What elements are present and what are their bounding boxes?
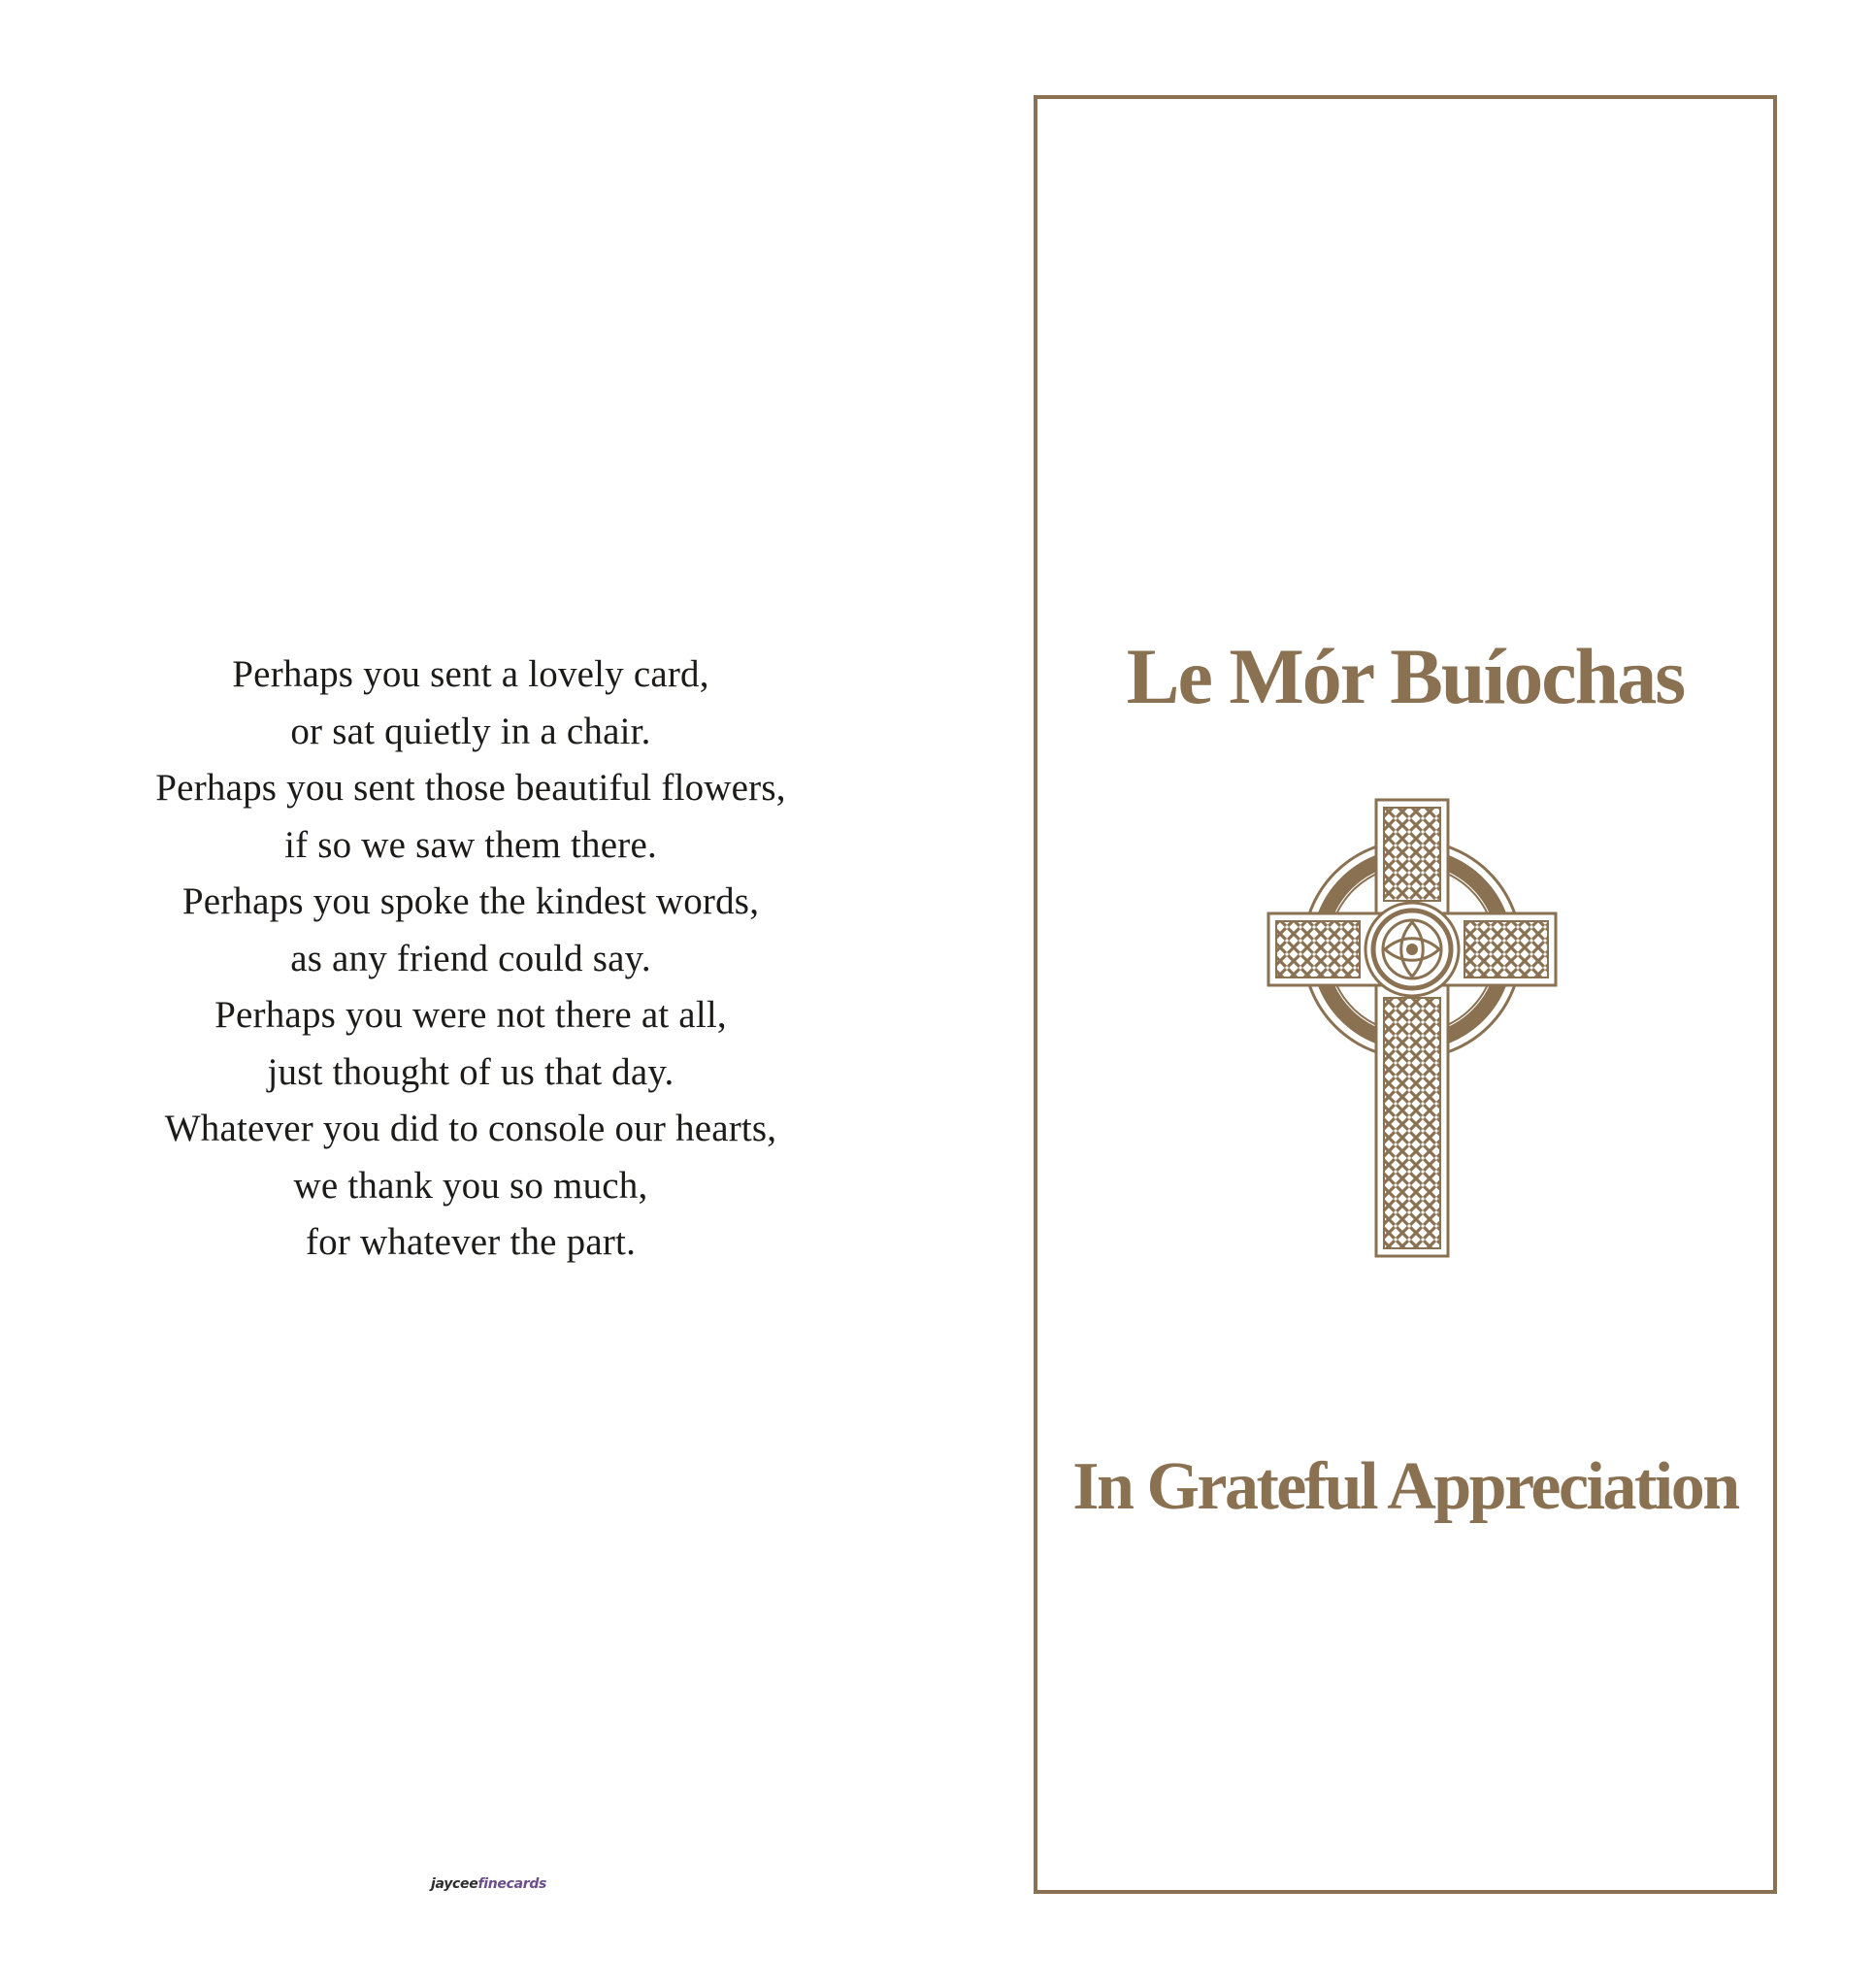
publisher-brand [431,1876,546,1892]
poem-line: Perhaps you spoke the kindest words, [181,880,760,922]
poem-line: Perhaps you sent those beautiful flowers, [155,767,786,809]
poem-line: if so we saw them there. [284,823,657,866]
brand-name-part1: jaycee [431,1876,478,1892]
brand-name-part2: finecards [477,1876,547,1892]
poem [87,646,854,1272]
poem-line: as any friend could say. [290,937,651,979]
poem-line: Perhaps you sent a lovely card, [232,653,709,695]
card-title-english: In Grateful Appreciation [1072,1449,1738,1524]
poem-line: Perhaps you were not there at all, [214,994,727,1036]
card-front-panel [1034,95,1777,1894]
card-title-irish: Le Mór Buíochas [1126,632,1685,720]
poem-line: Whatever you did to console our hearts, [164,1108,777,1149]
poem-line: just thought of us that day. [267,1050,674,1093]
celtic-cross-icon [1266,798,1558,1264]
poem-line: or sat quietly in a chair. [290,710,651,752]
poem-line: for whatever the part. [305,1221,637,1263]
poem-line: we thank you so much, [293,1164,648,1207]
